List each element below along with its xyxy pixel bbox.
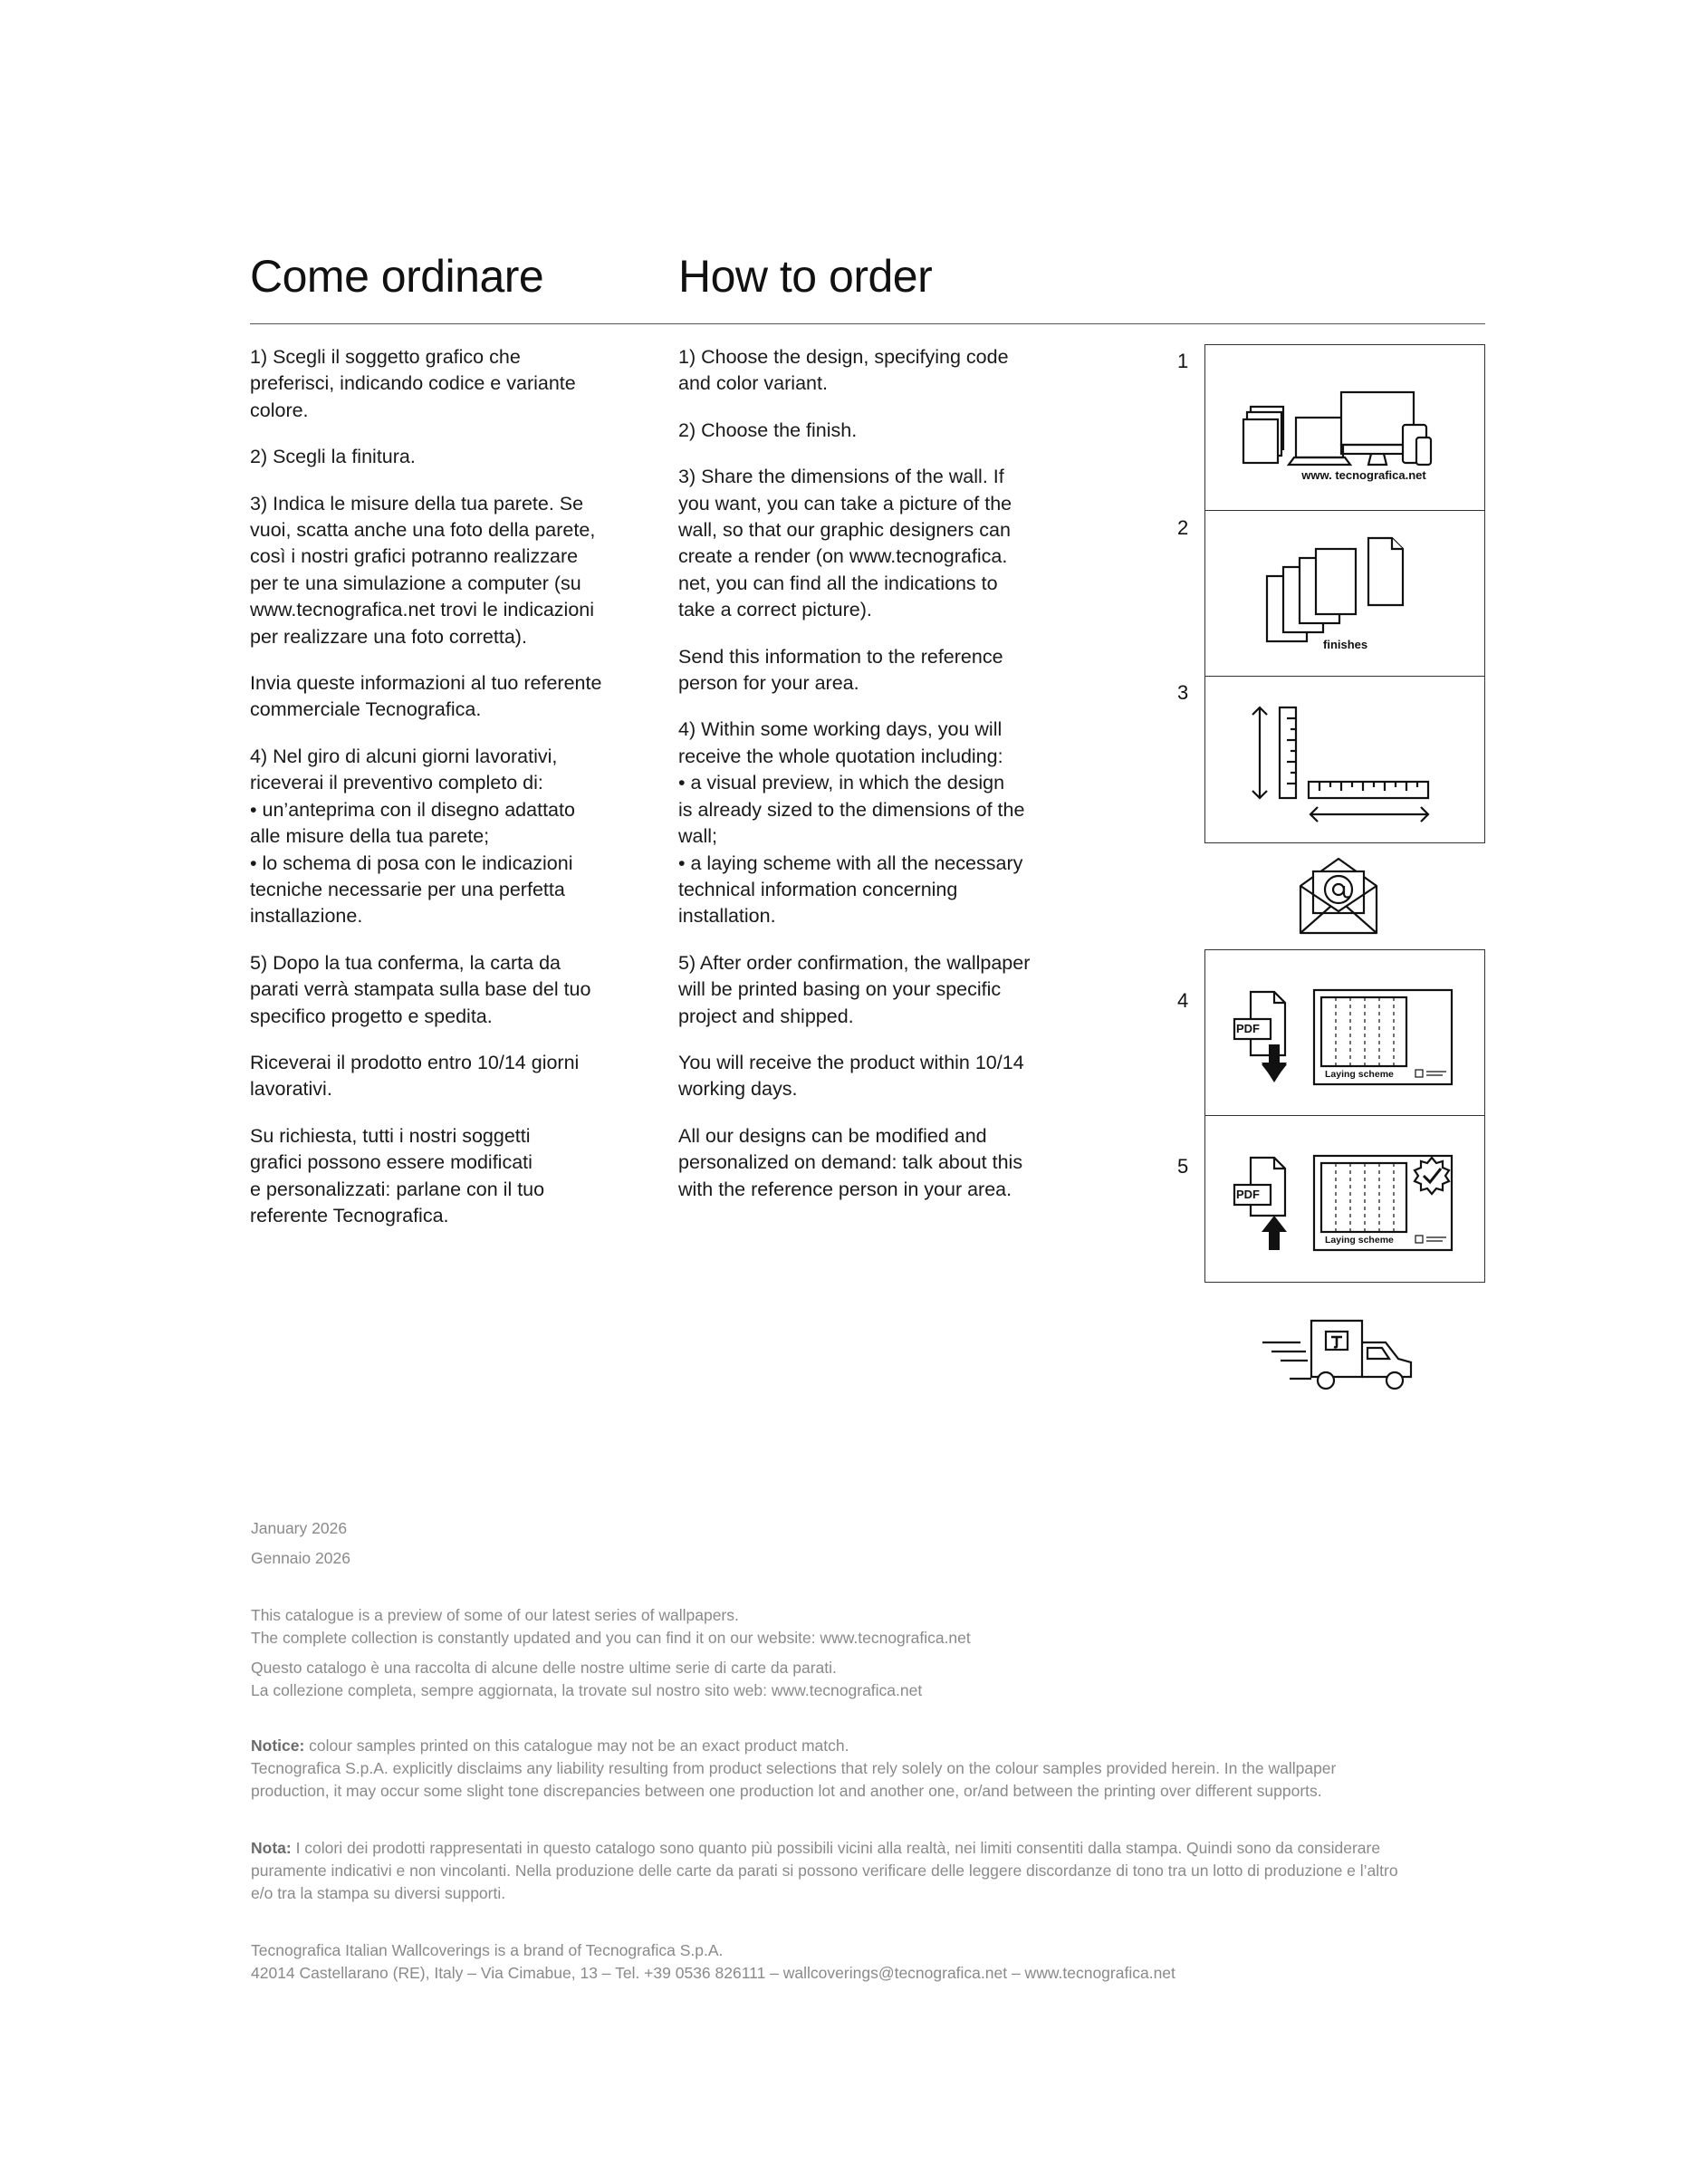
en-send-info: Send this information to the reference person for your area.: [678, 645, 1003, 695]
step-4-caption: Laying scheme: [1325, 1069, 1394, 1080]
en-delivery: You will receive the product within 10/14 working days.: [678, 1051, 1024, 1101]
step-1-box: [1204, 344, 1485, 512]
nota-italian: Nota: I colori dei prodotti rappresentati in questo catalogo sono quanto più possibili vicini alla realtà, nei limiti consentiti dalla stampa. Quindi sono da considerare puramente indicativi e non vincolanti. Nella produzione delle carte da parati si possono verificare delle leggere discordanze di tono tra un lotto di produzione e l’altro e/o tra la stampa su diversi supporti.: [251, 1839, 1398, 1902]
it-step-3: 3) Indica le misure della tua parete. Se vuoi, scatta anche una foto della parete, così i nostri grafici potranno realizzare per te una simulazione a computer (su www.tecnografica.net trovi le indicazioni per realizzare una foto corretta).: [250, 492, 596, 648]
en-step-1: 1) Choose the design, specifying code and color variant.: [678, 346, 1009, 395]
page-title-italian: Come ordinare: [250, 251, 544, 302]
step-number-1: 1: [1177, 350, 1189, 372]
date-italian: Gennaio 2026: [251, 1549, 350, 1567]
nota-label: Nota:: [251, 1839, 292, 1857]
en-step-4: 4) Within some working days, you will receive the whole quotation including: • a visual preview, in which the design is already sized to the dimensions of the wall; • a laying scheme with all the necessary technical information concerning installation.: [678, 718, 1025, 928]
it-customization: Su richiesta, tutti i nostri soggetti grafici possono essere modificati e personalizzati: parlane con il tuo referente Tecnografica.: [250, 1124, 545, 1226]
italian-instructions: [250, 344, 639, 1249]
delivery-truck-icon: [1261, 1315, 1416, 1391]
en-step-3: 3) Share the dimensions of the wall. If you want, you can take a picture of the wall, so that our graphic designers can create a render (on www.tecnografica. net, you can find all the indications to take a correct picture).: [678, 466, 1012, 621]
step-number-3: 3: [1177, 681, 1189, 704]
it-step-5: 5) Dopo la tua conferma, la carta da parati verrà stampata sulla base del tuo specifico progetto e spedita.: [250, 951, 591, 1027]
brand-address: Tecnografica Italian Wallcoverings is a brand of Tecnografica S.p.A. 42014 Castellarano (RE), Italy – Via Cimabue, 13 – Tel. +39 0536 826111 – wallcoverings@tecnografica.net – www.tecnografica.net: [251, 1941, 1175, 1982]
english-instructions: [678, 344, 1068, 1223]
en-step-5: 5) After order confirmation, the wallpaper will be printed basing on your specific project and shipped.: [678, 951, 1031, 1027]
step-5-box: [1204, 1115, 1485, 1283]
date-english: January 2026: [251, 1519, 348, 1537]
it-delivery: Riceverai il prodotto entro 10/14 giorni lavorativi.: [250, 1051, 580, 1101]
step-number-2: 2: [1177, 516, 1189, 539]
devices-icon: [1205, 345, 1486, 513]
it-step-4: 4) Nel giro di alcuni giorni lavorativi, riceverai il preventivo completo di: • un’anteprima con il disegno adattato alle misure della tua parete; • lo schema di posa con le indicazioni tecniche necessarie per una perfetta installazione.: [250, 745, 575, 928]
notice-english: Notice: colour samples printed on this catalogue may not be an exact product match. Tecnografica S.p.A. explicitly disclaims any liability resulting from product selections that rely solely on the colour samples provided herein. In the wallpaper production, it may occur some slight tone discrepancies between one production lot and another one, or/and between the printing over different supports.: [251, 1736, 1337, 1800]
it-step-1: 1) Scegli il soggetto grafico che preferisci, indicando codice e variante colore.: [250, 346, 576, 421]
finishes-icon: [1205, 511, 1486, 678]
it-step-2: 2) Scegli la finitura.: [250, 446, 416, 468]
step-number-4: 4: [1177, 989, 1189, 1012]
step-2-box: [1204, 510, 1485, 678]
ruler-measure-icon: [1205, 677, 1486, 844]
step-2-caption: finishes: [1323, 638, 1368, 651]
step-4-pdf-label: PDF: [1236, 1022, 1260, 1035]
step-5-pdf-label: PDF: [1236, 1188, 1260, 1201]
step-4-box: [1204, 949, 1485, 1117]
step-number-5: 5: [1177, 1155, 1189, 1178]
catalogue-note-english: This catalogue is a preview of some of our latest series of wallpapers. The complete collection is constantly updated and you can find it on our website: www.tecnografica.net: [251, 1606, 971, 1647]
en-step-2: 2) Choose the finish.: [678, 418, 858, 441]
email-at-icon: [1297, 855, 1380, 938]
page-title-english: How to order: [678, 251, 933, 302]
notice-label: Notice:: [251, 1736, 305, 1755]
step-5-caption: Laying scheme: [1325, 1235, 1394, 1246]
step-1-caption: www. tecnografica.net: [1301, 468, 1426, 482]
step-3-box: [1204, 676, 1485, 843]
title-divider: [250, 323, 1485, 324]
en-customization: All our designs can be modified and personalized on demand: talk about this with the reference person in your area.: [678, 1124, 1023, 1200]
catalogue-note-italian: Questo catalogo è una raccolta di alcune delle nostre ultime serie di carte da parati. La collezione completa, sempre aggiornata, la trovate sul nostro sito web: www.tecnografica.net: [251, 1659, 923, 1699]
it-send-info: Invia queste informazioni al tuo referente commerciale Tecnografica.: [250, 672, 602, 721]
